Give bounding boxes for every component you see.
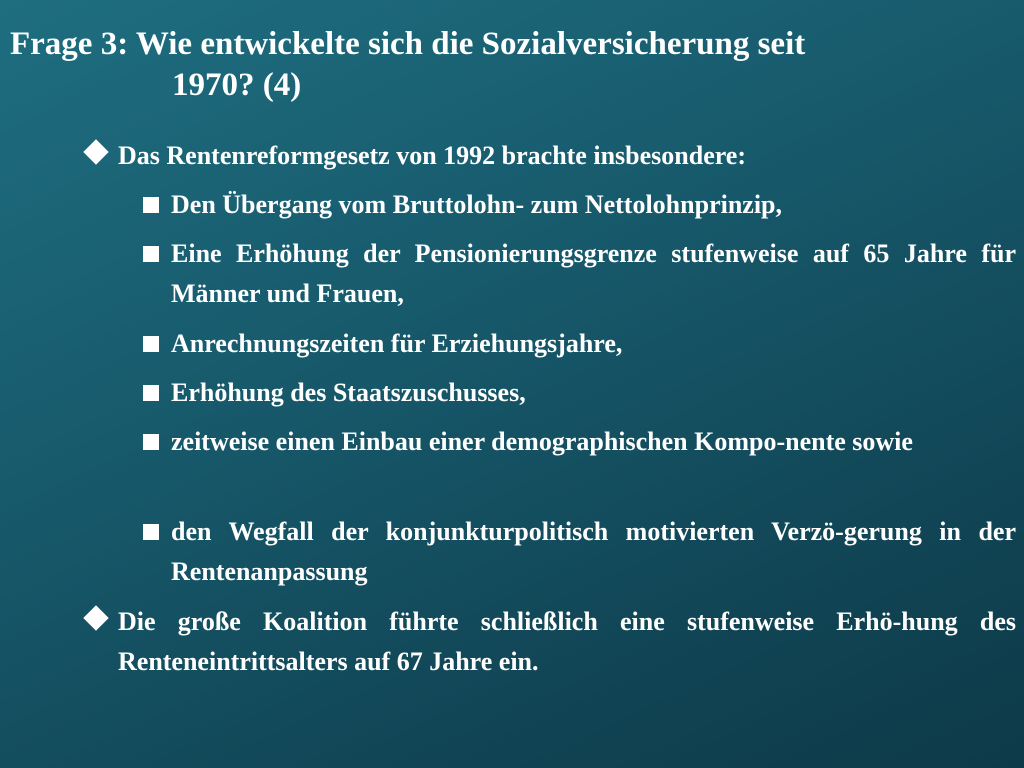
sub-item-demographische-komponente bbox=[141, 422, 1016, 462]
slide-title-line-2: 1970? (4) bbox=[172, 67, 302, 103]
diamond-bullet-icon bbox=[83, 605, 108, 630]
sub-item-text: Anrechnungszeiten für Erziehungsjahre, bbox=[171, 329, 623, 358]
square-bullet-icon bbox=[143, 197, 159, 213]
sub-item-text: Eine Erhöhung der Pensionierungsgrenze stufenweise auf 65 Jahre für Männer und Frauen, bbox=[171, 239, 1016, 308]
bullet-rentenreformgesetz bbox=[80, 136, 1016, 176]
bullet-grosse-koalition bbox=[80, 602, 1016, 682]
square-bullet-icon bbox=[143, 385, 159, 401]
sub-item-wegfall-verzoegerung bbox=[141, 512, 1016, 592]
sub-item-staatszuschuss bbox=[141, 373, 1016, 413]
square-bullet-icon bbox=[143, 434, 159, 450]
square-bullet-icon bbox=[143, 246, 159, 262]
slide-title-line-1: Frage 3: Wie entwickelte sich die Sozialversicherung seit bbox=[10, 26, 806, 62]
diamond-bullet-icon bbox=[83, 139, 108, 164]
square-bullet-icon bbox=[143, 336, 159, 352]
sub-item-pensionierungsgrenze bbox=[141, 234, 1016, 314]
bullet-text: Die große Koalition führte schließlich eine stufenweise Erhö-hung des Renteneintrittsalters auf 67 Jahre ein. bbox=[118, 607, 1016, 676]
sub-item-text: zeitweise einen Einbau einer demographischen Kompo-nente sowie bbox=[171, 427, 913, 456]
sub-item-text: Erhöhung des Staatszuschusses, bbox=[171, 378, 526, 407]
sub-item-text: den Wegfall der konjunkturpolitisch motivierten Verzö-gerung in der Rentenanpassung bbox=[171, 517, 1016, 586]
sub-item-text: Den Übergang vom Bruttolohn- zum Nettolohnprinzip, bbox=[171, 190, 783, 219]
sub-item-erziehungsjahre bbox=[141, 324, 1016, 364]
slide-title bbox=[10, 24, 1010, 106]
square-bullet-icon bbox=[143, 524, 159, 540]
sub-item-nettolohnprinzip bbox=[141, 185, 1016, 225]
bullet-text: Das Rentenreformgesetz von 1992 brachte insbesondere: bbox=[118, 141, 746, 170]
